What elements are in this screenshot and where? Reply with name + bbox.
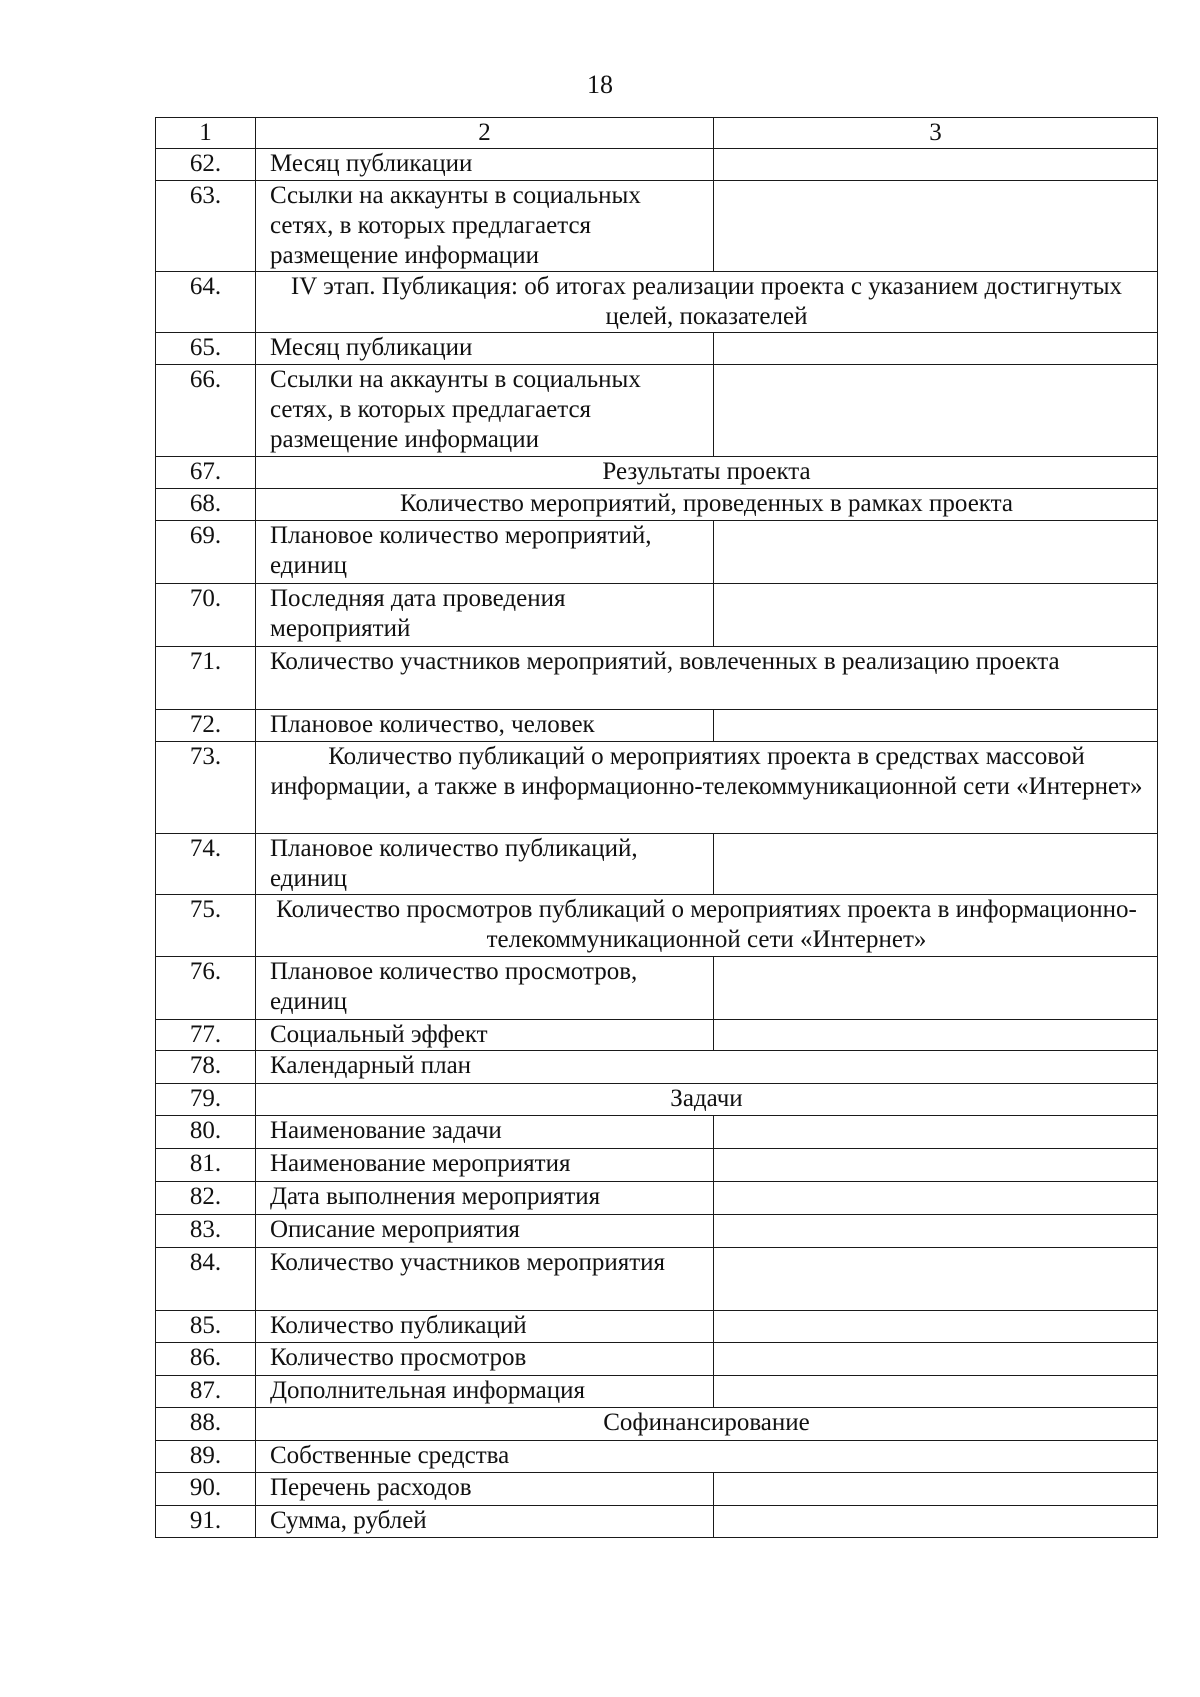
table-row xyxy=(156,1506,1158,1538)
table-row xyxy=(156,521,1158,584)
table-row xyxy=(156,710,1158,742)
table-row xyxy=(156,1441,1158,1473)
value-cell[interactable] xyxy=(714,710,1158,742)
table-header-row xyxy=(156,118,1158,149)
section-heading: Количество мероприятий, проведенных в рамках проекта xyxy=(256,489,1158,521)
value-cell[interactable] xyxy=(714,365,1158,457)
table-row xyxy=(156,1116,1158,1149)
table-row xyxy=(156,1149,1158,1182)
column-header-1: 1 xyxy=(156,118,256,149)
row-label: Плановое количество просмотров, единиц xyxy=(256,957,714,1020)
row-number: 73. xyxy=(156,742,256,834)
value-cell[interactable] xyxy=(714,584,1158,647)
row-number: 85. xyxy=(156,1311,256,1343)
form-table xyxy=(155,117,1158,1538)
table-row xyxy=(156,834,1158,895)
table-row xyxy=(156,957,1158,1020)
row-label: Социальный эффект xyxy=(256,1020,714,1051)
row-number: 91. xyxy=(156,1506,256,1538)
row-number: 81. xyxy=(156,1149,256,1182)
value-cell[interactable] xyxy=(714,1116,1158,1149)
section-heading: Количество публикаций о мероприятиях проекта в средствах массовой информации, а также в информационно-телекоммуникационной сети «Интернет» xyxy=(256,742,1158,834)
page-number: 18 xyxy=(587,70,613,99)
value-cell[interactable] xyxy=(714,1182,1158,1215)
section-heading: Результаты проекта xyxy=(256,457,1158,489)
section-heading: Задачи xyxy=(256,1084,1158,1116)
section-heading: IV этап. Публикация: об итогах реализации проекта с указанием достигнутых целей, показателей xyxy=(256,272,1158,333)
section-heading: Софинансирование xyxy=(256,1408,1158,1441)
row-label: Количество просмотров xyxy=(256,1343,714,1376)
row-number: 72. xyxy=(156,710,256,742)
row-number: 78. xyxy=(156,1051,256,1084)
row-number: 77. xyxy=(156,1020,256,1051)
column-header-2: 2 xyxy=(256,118,714,149)
table-row xyxy=(156,457,1158,489)
row-label: Наименование мероприятия xyxy=(256,1149,714,1182)
value-cell[interactable] xyxy=(714,1311,1158,1343)
row-number: 70. xyxy=(156,584,256,647)
row-number: 64. xyxy=(156,272,256,333)
row-label: Количество участников мероприятия xyxy=(256,1248,714,1311)
row-number: 74. xyxy=(156,834,256,895)
table-row xyxy=(156,333,1158,365)
row-number: 67. xyxy=(156,457,256,489)
section-heading: Собственные средства xyxy=(256,1441,1158,1473)
row-label: Последняя дата проведения мероприятий xyxy=(256,584,714,647)
row-label: Плановое количество мероприятий, единиц xyxy=(256,521,714,584)
table-row xyxy=(156,1182,1158,1215)
row-label: Плановое количество, человек xyxy=(256,710,714,742)
value-cell[interactable] xyxy=(714,333,1158,365)
row-label: Месяц публикации xyxy=(256,149,714,181)
table-row xyxy=(156,1248,1158,1311)
table-row xyxy=(156,1215,1158,1248)
row-label: Дополнительная информация xyxy=(256,1376,714,1408)
table-row xyxy=(156,1084,1158,1116)
value-cell[interactable] xyxy=(714,1149,1158,1182)
row-number: 79. xyxy=(156,1084,256,1116)
table-row xyxy=(156,1473,1158,1506)
table-row xyxy=(156,489,1158,521)
section-heading: Количество участников мероприятий, вовлеченных в реализацию проекта xyxy=(256,647,1158,710)
table-row xyxy=(156,272,1158,333)
value-cell[interactable] xyxy=(714,834,1158,895)
table-row xyxy=(156,1376,1158,1408)
section-heading: Количество просмотров публикаций о мероприятиях проекта в информационно-телекоммуникационной сети «Интернет» xyxy=(256,895,1158,957)
row-number: 89. xyxy=(156,1441,256,1473)
value-cell[interactable] xyxy=(714,1248,1158,1311)
row-number: 66. xyxy=(156,365,256,457)
table-row xyxy=(156,1343,1158,1376)
row-number: 63. xyxy=(156,181,256,272)
row-number: 86. xyxy=(156,1343,256,1376)
table-row xyxy=(156,584,1158,647)
table-row xyxy=(156,149,1158,181)
table-row xyxy=(156,895,1158,957)
row-number: 90. xyxy=(156,1473,256,1506)
row-number: 80. xyxy=(156,1116,256,1149)
table-row xyxy=(156,1051,1158,1084)
row-label: Перечень расходов xyxy=(256,1473,714,1506)
row-label: Сумма, рублей xyxy=(256,1506,714,1538)
row-label: Плановое количество публикаций, единиц xyxy=(256,834,714,895)
value-cell[interactable] xyxy=(714,521,1158,584)
section-heading: Календарный план xyxy=(256,1051,1158,1084)
table-row xyxy=(156,742,1158,834)
row-label: Месяц публикации xyxy=(256,333,714,365)
row-number: 82. xyxy=(156,1182,256,1215)
table-row xyxy=(156,365,1158,457)
row-number: 83. xyxy=(156,1215,256,1248)
table-row xyxy=(156,1020,1158,1051)
row-label: Дата выполнения мероприятия xyxy=(256,1182,714,1215)
value-cell[interactable] xyxy=(714,149,1158,181)
row-number: 75. xyxy=(156,895,256,957)
value-cell[interactable] xyxy=(714,181,1158,272)
value-cell[interactable] xyxy=(714,1020,1158,1051)
row-label: Количество публикаций xyxy=(256,1311,714,1343)
row-number: 69. xyxy=(156,521,256,584)
row-number: 68. xyxy=(156,489,256,521)
row-number: 76. xyxy=(156,957,256,1020)
value-cell[interactable] xyxy=(714,1506,1158,1538)
table-row xyxy=(156,647,1158,710)
row-label: Ссылки на аккаунты в социальных сетях, в которых предлагается размещение информации xyxy=(256,365,714,457)
value-cell[interactable] xyxy=(714,1473,1158,1506)
row-number: 84. xyxy=(156,1248,256,1311)
value-cell[interactable] xyxy=(714,1215,1158,1248)
column-header-3: 3 xyxy=(714,118,1158,149)
row-label: Описание мероприятия xyxy=(256,1215,714,1248)
table-row xyxy=(156,181,1158,272)
row-number: 71. xyxy=(156,647,256,710)
value-cell[interactable] xyxy=(714,957,1158,1020)
row-label: Ссылки на аккаунты в социальных сетях, в которых предлагается размещение информации xyxy=(256,181,714,272)
value-cell[interactable] xyxy=(714,1343,1158,1376)
table-row xyxy=(156,1311,1158,1343)
row-number: 87. xyxy=(156,1376,256,1408)
row-label: Наименование задачи xyxy=(256,1116,714,1149)
row-number: 65. xyxy=(156,333,256,365)
table-row xyxy=(156,1408,1158,1441)
row-number: 62. xyxy=(156,149,256,181)
value-cell[interactable] xyxy=(714,1376,1158,1408)
row-number: 88. xyxy=(156,1408,256,1441)
